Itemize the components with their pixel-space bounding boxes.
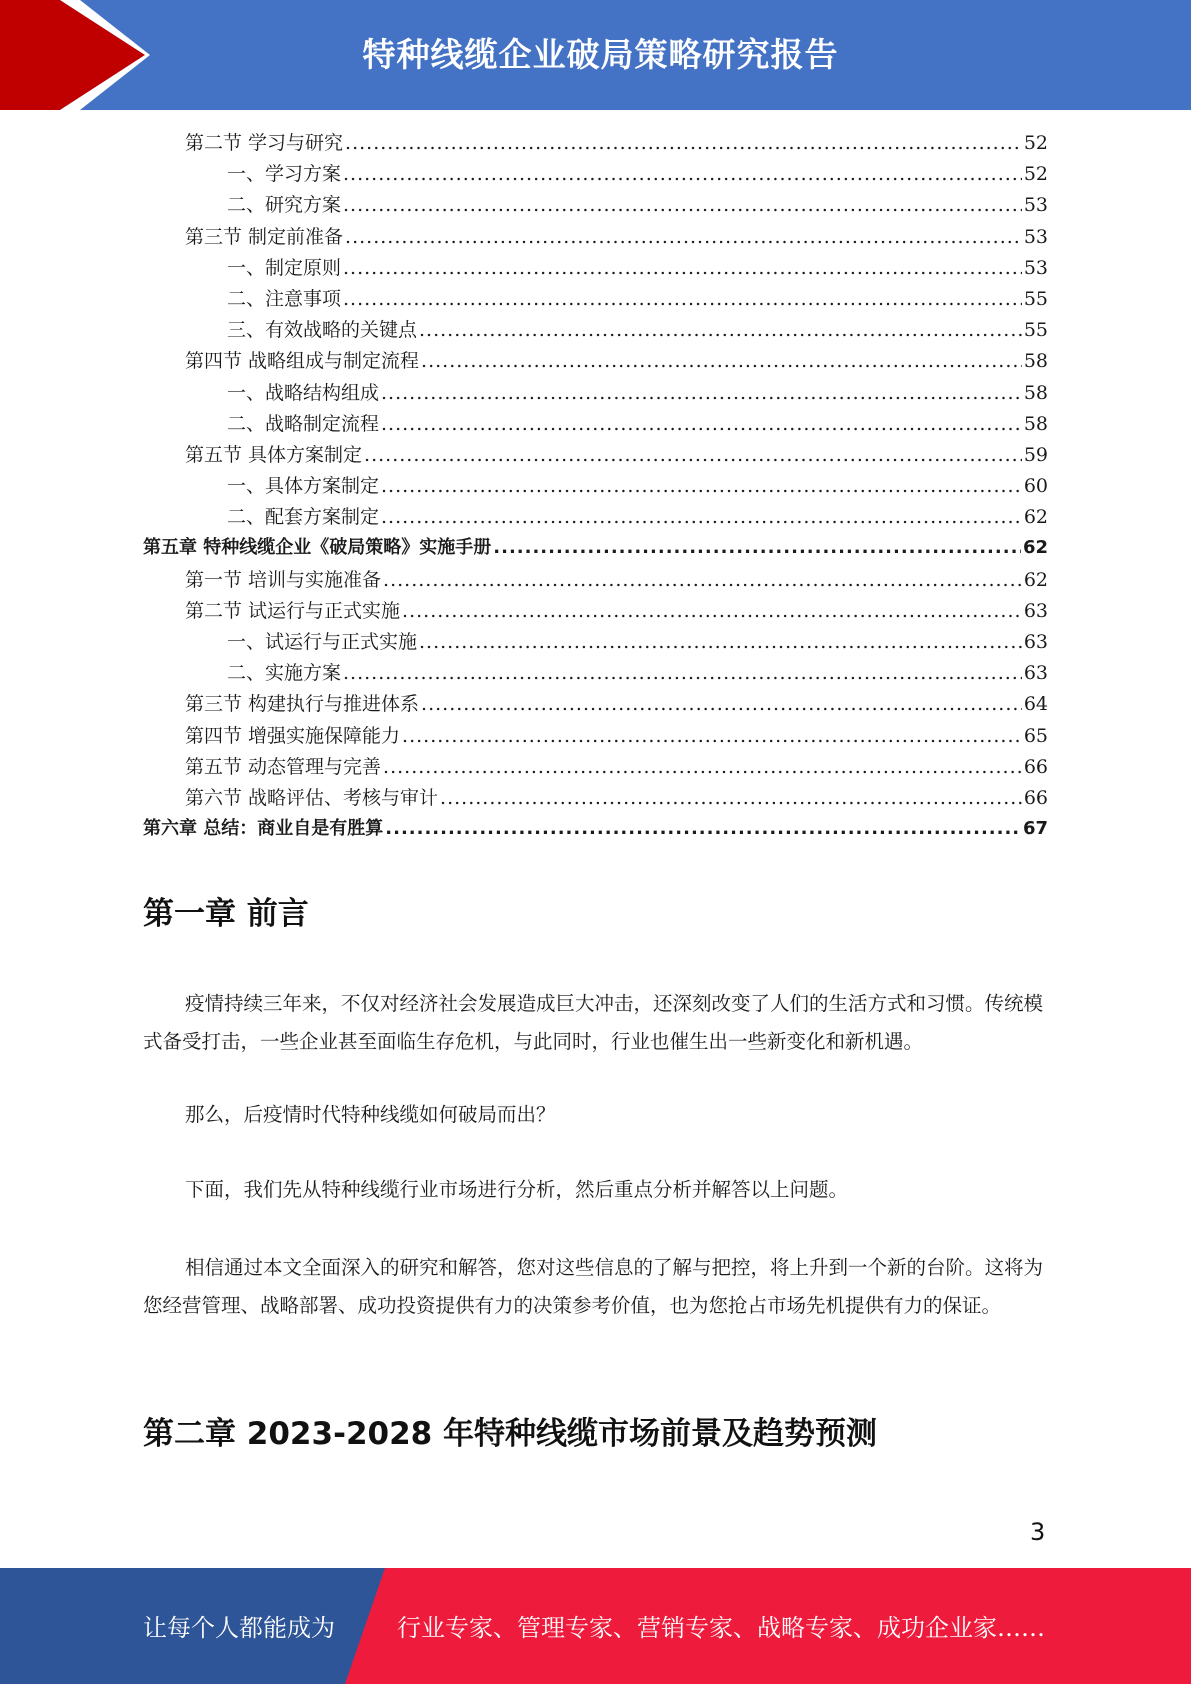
toc-entry[interactable] [143, 159, 1048, 190]
toc-entry[interactable] [143, 658, 1048, 689]
toc-leader-dots [419, 631, 1022, 653]
toc-entry-label: 二、战略制定流程 [227, 412, 380, 435]
toc-leader-dots [343, 662, 1022, 684]
toc-entry[interactable] [143, 409, 1048, 440]
toc-entry-page: 60 [1023, 475, 1048, 498]
toc-entry-label: 第六节 战略评估、考核与审计 [185, 786, 439, 809]
toc-entry-label: 一、试运行与正式实施 [227, 631, 418, 653]
toc-entry[interactable] [143, 190, 1048, 221]
toc-entry[interactable] [143, 222, 1048, 253]
toc-leader-dots [364, 444, 1022, 466]
toc-leader-dots [402, 725, 1022, 747]
toc-leader-dots [385, 818, 1021, 839]
toc-entry-label: 第六章 总结：商业自是有胜算 [143, 818, 384, 840]
toc-entry-page: 53 [1023, 225, 1048, 248]
toc-entry-label: 第五节 动态管理与完善 [185, 755, 382, 778]
toc-entry-label: 第五章 特种线缆企业《破局策略》实施手册 [143, 537, 492, 559]
toc-leader-dots [493, 537, 1021, 558]
toc-entry-label: 二、配套方案制定 [227, 506, 380, 529]
toc-entry-label: 第三节 制定前准备 [185, 225, 344, 248]
toc-leader-dots [343, 288, 1022, 310]
toc-entry[interactable] [143, 471, 1048, 502]
toc-entry-label: 第五节 具体方案制定 [185, 443, 363, 466]
toc-leader-dots [381, 382, 1022, 404]
toc-entry[interactable] [143, 284, 1048, 315]
toc-leader-dots [381, 413, 1022, 435]
toc-entry[interactable] [143, 565, 1048, 596]
toc-leader-dots [345, 132, 1022, 154]
toc-entry[interactable] [143, 440, 1048, 471]
toc-leader-dots [402, 600, 1022, 622]
table-of-contents [143, 128, 1048, 845]
toc-leader-dots [421, 693, 1022, 715]
toc-entry-page: 66 [1023, 755, 1048, 778]
toc-entry-label: 第二节 试运行与正式实施 [185, 599, 401, 622]
paragraph: 相信通过本文全面深入的研究和解答，您对这些信息的了解与把控，将上升到一个新的台阶。这将为您经营管理、战略部署、成功投资提供有力的决策参考价值，也为您抢占市场先机提供有力的保证。 [143, 1256, 1044, 1317]
toc-entry[interactable] [143, 783, 1048, 814]
toc-entry-page: 55 [1023, 319, 1048, 342]
toc-entry-label: 一、具体方案制定 [227, 475, 380, 498]
toc-entry-label: 一、战略结构组成 [227, 381, 380, 404]
toc-entry[interactable] [143, 253, 1048, 284]
toc-entry[interactable] [143, 128, 1048, 159]
paragraph: 那么，后疫情时代特种线缆如何破局而出？ [185, 1103, 556, 1126]
toc-entry-label: 第二节 学习与研究 [185, 132, 344, 154]
toc-entry-page: 55 [1023, 287, 1048, 310]
toc-leader-dots [345, 226, 1022, 248]
toc-entry-page: 62 [1022, 537, 1048, 559]
toc-entry-page: 58 [1023, 381, 1048, 404]
page-header [0, 0, 1191, 110]
toc-entry[interactable] [143, 378, 1048, 409]
toc-entry-page: 59 [1023, 443, 1048, 466]
toc-entry[interactable] [143, 627, 1048, 658]
toc-entry-page: 65 [1023, 724, 1048, 747]
toc-leader-dots [381, 506, 1022, 528]
page-number: 3 [1030, 1518, 1046, 1546]
toc-entry-page: 58 [1023, 412, 1048, 435]
toc-entry-label: 一、学习方案 [227, 163, 342, 186]
toc-entry-page: 63 [1023, 599, 1048, 622]
toc-leader-dots [421, 350, 1022, 372]
toc-entry-label: 二、研究方案 [227, 194, 342, 217]
toc-entry-page: 63 [1023, 662, 1048, 685]
toc-entry-label: 二、实施方案 [227, 662, 342, 685]
toc-entry-page: 53 [1023, 256, 1048, 279]
toc-entry-page: 66 [1023, 786, 1048, 809]
toc-entry[interactable] [143, 721, 1048, 752]
toc-entry[interactable] [143, 814, 1048, 845]
toc-entry-page: 58 [1023, 350, 1048, 373]
toc-entry-page: 64 [1023, 693, 1048, 716]
toc-entry-label: 二、注意事项 [227, 287, 342, 310]
toc-entry[interactable] [143, 533, 1048, 564]
toc-entry[interactable] [143, 346, 1048, 377]
paragraph: 下面，我们先从特种线缆行业市场进行分析，然后重点分析并解答以上问题。 [185, 1178, 849, 1201]
toc-leader-dots [343, 163, 1022, 185]
toc-entry-page: 52 [1023, 132, 1048, 154]
page-footer [0, 1568, 1191, 1684]
toc-entry[interactable] [143, 752, 1048, 783]
chapter-2-heading: 第二章 2023-2028 年特种线缆市场前景及趋势预测 [143, 1416, 878, 1452]
toc-leader-dots [343, 194, 1022, 216]
toc-leader-dots [440, 787, 1022, 809]
footer-slogan-right: 行业专家、管理专家、营销专家、战略专家、成功企业家…… [397, 1614, 1045, 1642]
toc-leader-dots [419, 319, 1022, 341]
toc-entry-label: 第三节 构建执行与推进体系 [185, 693, 420, 716]
toc-entry-page: 67 [1022, 818, 1048, 840]
toc-entry-label: 三、有效战略的关键点 [227, 319, 418, 342]
toc-entry-page: 52 [1023, 163, 1048, 186]
toc-entry-page: 62 [1023, 568, 1048, 591]
toc-entry-label: 一、制定原则 [227, 256, 342, 279]
toc-entry[interactable] [143, 596, 1048, 627]
report-title: 特种线缆企业破局策略研究报告 [362, 35, 839, 74]
toc-leader-dots [383, 569, 1022, 591]
toc-leader-dots [383, 756, 1022, 778]
chapter-1-heading: 第一章 前言 [143, 896, 309, 932]
toc-entry[interactable] [143, 689, 1048, 720]
toc-entry-label: 第四节 增强实施保障能力 [185, 724, 401, 747]
toc-entry[interactable] [143, 502, 1048, 533]
toc-entry-label: 第四节 战略组成与制定流程 [185, 350, 420, 373]
paragraph: 疫情持续三年来，不仅对经济社会发展造成巨大冲击，还深刻改变了人们的生活方式和习惯。传统模式备受打击，一些企业甚至面临生存危机，与此同时，行业也催生出一些新变化和新机遇。 [143, 992, 1044, 1053]
footer-slogan-left: 让每个人都能成为 [143, 1614, 335, 1642]
toc-entry-page: 63 [1023, 631, 1048, 653]
toc-entry-page: 53 [1023, 194, 1048, 217]
toc-entry-page: 62 [1023, 506, 1048, 529]
toc-entry[interactable] [143, 315, 1048, 346]
toc-entry-label: 第一节 培训与实施准备 [185, 568, 382, 591]
toc-leader-dots [381, 475, 1022, 497]
toc-leader-dots [343, 257, 1022, 279]
